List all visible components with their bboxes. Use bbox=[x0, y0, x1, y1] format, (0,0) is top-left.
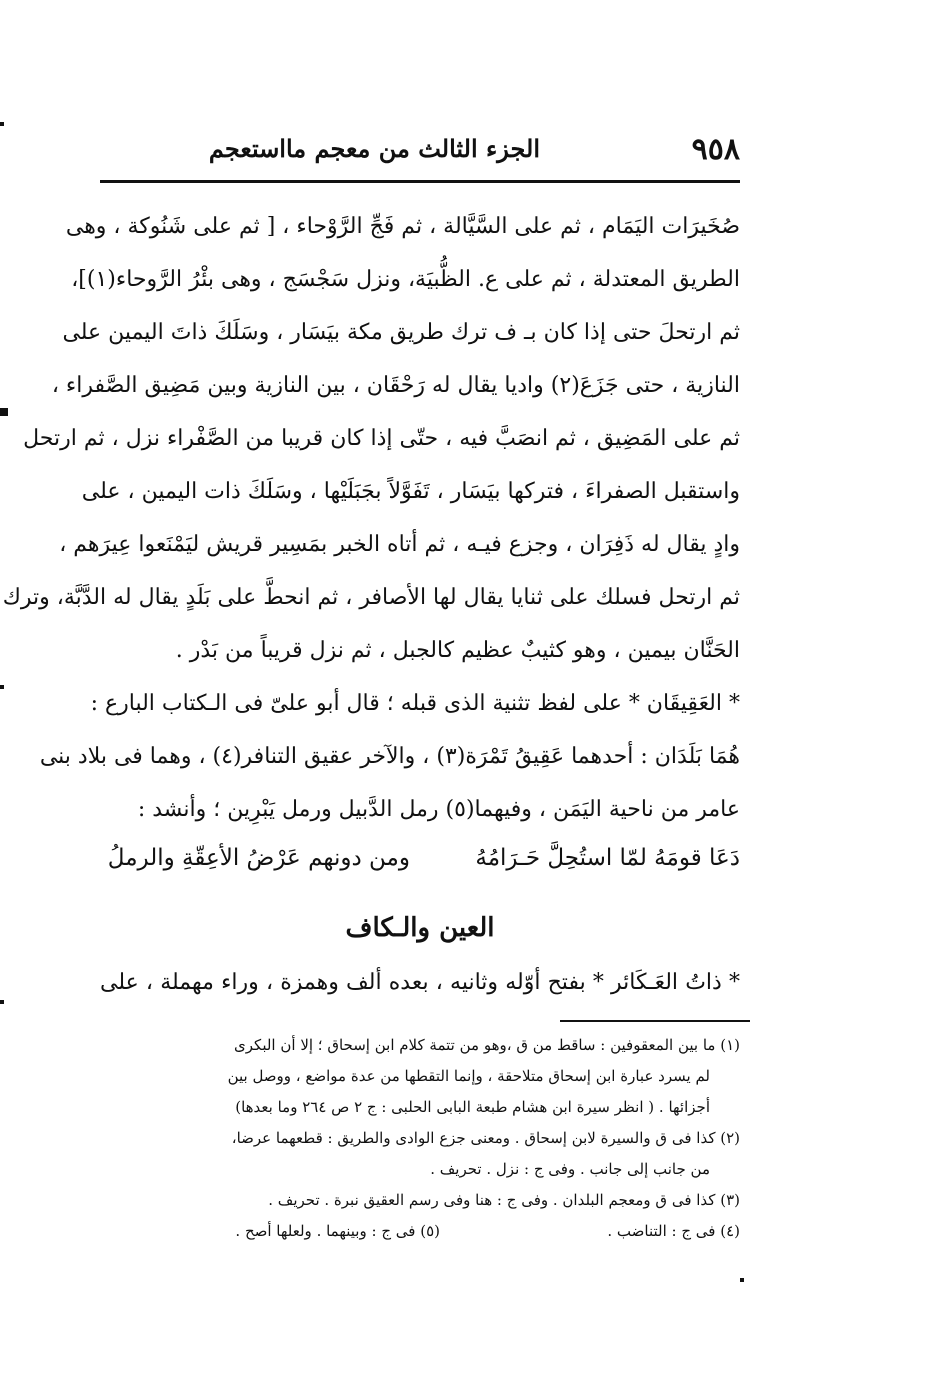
margin-mark bbox=[0, 1000, 4, 1004]
text-line: هُمَا بَلَدَان : أحدهما عَقِيقُ تَمْرَة(٣) ، والآخر عقيق التنافر(٤) ، وهما فى بلاد بنى bbox=[39, 744, 740, 769]
section-heading: العين والـكاف bbox=[345, 913, 495, 943]
footnote-4: (٤) فى ج : التناضب . bbox=[607, 1222, 740, 1240]
footnote-line: (٣) كذا فى ق ومعجم البلدان . وفى ج : هنا وفى رسم العقيق نبرة . تحريف . bbox=[268, 1191, 740, 1209]
text-line: النازية ، حتى جَزَعَ(٢) واديا يقال له رَحْقَان ، بين النازية وبين مَضِيق الصَّفراء ، bbox=[51, 373, 740, 398]
text-line: عامر من ناحية اليَمَن ، وفيهما(٥) رمل الدَّبيل ورمل يَبْرِين ؛ وأنشد : bbox=[137, 797, 740, 822]
poetry-verse bbox=[100, 830, 740, 886]
text-line: ثم على المَضِيق ، ثم انصَبَّ فيه ، حتّى إذا كان قريبا من الصَّفْراء نزل ، ثم ارتحل bbox=[23, 426, 740, 451]
footnote-line bbox=[100, 1216, 740, 1247]
footnote-rule bbox=[560, 1020, 750, 1022]
margin-mark bbox=[0, 685, 4, 689]
footnote-line: (١) ما بين المعقوفين : ساقط من ق ،وهو من تتمة كلام ابن إسحاق ؛ إلا أن البكرى bbox=[234, 1036, 740, 1054]
text-line: الحَنَّان بيمين ، وهو كثيبٌ عظيم كالجبل ، ثم نزل قريباً من بَدْر . bbox=[175, 638, 740, 663]
footnote-line: من جانب إلى جانب . وفى ج : نزل . تحريف . bbox=[430, 1160, 710, 1178]
margin-mark bbox=[740, 1278, 744, 1282]
margin-mark bbox=[0, 408, 8, 416]
footnote-line: أجزائها . ( انظر سيرة ابن هشام طبعة البابى الحلبى : ج ٢ ص ٢٦٤ وما بعدها) bbox=[235, 1098, 710, 1116]
main-text bbox=[2, 200, 740, 836]
text-line: صُخَيرَات اليَمَام ، ثم على السَّيَّالة ، ثم فَجِّ الرَّوْحاء ، [ ثم على شَنُوكة ، وهى bbox=[65, 214, 740, 239]
header-rule bbox=[100, 180, 740, 183]
verse-first-hemistich: دَعَا قومَهُ لمّا استُحِلَّ حَـرَامُهُ bbox=[475, 845, 740, 871]
text-line: ثم ارتحل فسلك على ثنايا يقال لها الأصافر ، ثم انحطَّ على بَلَدٍ يقال له الدَّبَّة، وترك bbox=[2, 585, 740, 610]
entry-heading-line: * العَقِيقَان * على لفظ تثنية الذى قبله ؛ قال أبو علىّ فى الـكتاب البارع : bbox=[90, 691, 740, 716]
footnote-line: لم يسرد عبارة ابن إسحاق متلاحقة ، وإنما التقطها من عدة مواضع ، ووصل بين bbox=[227, 1067, 710, 1085]
footnote-5: (٥) فى ج : وبينهما . ولعلها أصح . bbox=[235, 1222, 440, 1240]
entry-heading-line: * ذاتُ العَـكَائر * بفتح أوّله وثانيه ، بعده ألف وهمزة ، وراء مهملة ، على bbox=[100, 970, 740, 995]
text-line: واستقبل الصفراءَ ، فتركها بيَسَار ، تَفَوَّلاً بجَبَلَيْها ، وسَلَكَ ذات اليمين ، على bbox=[81, 479, 740, 504]
footnote-line: (٢) كذا فى ق والسيرة لابن إسحاق . ومعنى جزع الوادى والطريق : قطعهما عرضا، bbox=[231, 1129, 740, 1147]
text-line: ثم ارتحلَ حتى إذا كان بـ ف ترك طريق مكة بيَسَار ، وسَلَكَ ذاتَ اليمين على bbox=[62, 320, 740, 345]
footnotes bbox=[100, 1030, 740, 1247]
running-title: الجزء الثالث من معجم مااستعجم bbox=[208, 134, 540, 163]
page-header bbox=[100, 128, 740, 176]
text-line: وادٍ يقال له ذَفِرَان ، وجزع فيـه ، ثم أتاه الخبر بمَسِير قريش ليَمْنَعوا عِيرَهم ، bbox=[59, 532, 740, 557]
page-number: ٩٥٨ bbox=[691, 132, 740, 167]
text-line: الطريق المعتدلة ، ثم على ع. الظُّبيَة، ونزل سَجْسَج ، وهى بئْرُ الرَّوحاء(١)]، bbox=[71, 267, 740, 292]
margin-mark bbox=[0, 122, 4, 126]
verse-second-hemistich: ومن دونهم عَرْضُ الأعِقّةِ والرملُ bbox=[107, 845, 410, 871]
